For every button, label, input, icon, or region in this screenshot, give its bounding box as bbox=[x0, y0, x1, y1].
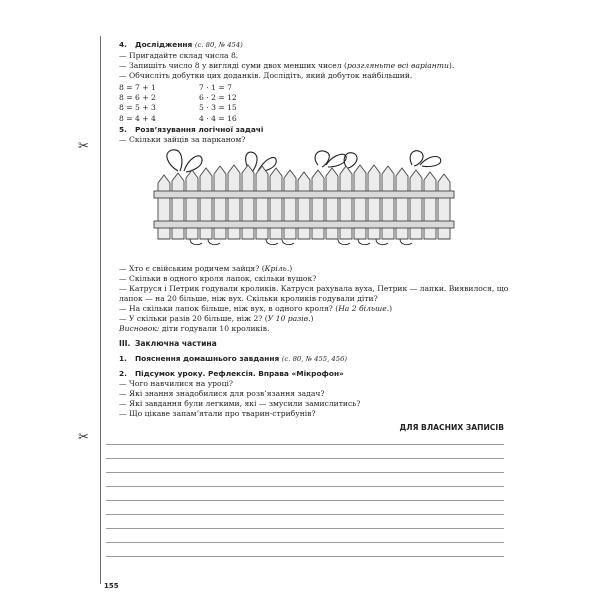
product-row: 7 · 1 = 7 bbox=[199, 83, 232, 92]
product-row: 4 · 4 = 16 bbox=[199, 113, 237, 123]
writing-line bbox=[106, 486, 504, 487]
sum-row: 8 = 4 + 4 bbox=[119, 113, 156, 123]
products-column bbox=[199, 83, 237, 124]
summary-question-3: — Які завдання були легкими, які — змусили замислитись? bbox=[119, 399, 361, 408]
summary-heading: 2. Підсумок уроку. Рефлексія. Вправа «Мікрофон» bbox=[119, 369, 344, 378]
sum-row: 8 = 6 + 2 bbox=[119, 93, 156, 103]
sum-row: 8 = 7 + 1 bbox=[119, 83, 156, 92]
logic-question-1: — Скільки зайців за парканом? bbox=[119, 135, 246, 144]
cut-line bbox=[100, 36, 101, 584]
research-line-2: — Запишіть число 8 у вигляді суми двох менших чисел (розгляньте всі варіанти). bbox=[119, 61, 455, 70]
logic-question-6: — У скільки разів 20 більше, ніж 2? (У 10 разів.) bbox=[119, 314, 314, 323]
writing-line bbox=[106, 514, 504, 515]
fence-illustration bbox=[150, 145, 462, 255]
rabbit-ears bbox=[167, 150, 441, 172]
writing-line bbox=[106, 542, 504, 543]
research-line-3: — Обчисліть добутки цих доданків. Дослідіть, який добуток найбільший. bbox=[119, 71, 413, 80]
writing-line bbox=[106, 500, 504, 501]
logic-question-4: — Катруся і Петрик годували кроликів. Катруся рахувала вуха, Петрик — лапки. Виявилося, що bbox=[119, 284, 509, 293]
scissors-icon: ✂ bbox=[78, 430, 89, 445]
writing-line bbox=[106, 528, 504, 529]
logic-question-3: — Скільки в одного кроля лапок, скільки вушок? bbox=[119, 274, 317, 283]
logic-answer: Висновок: діти годували 10 кроликів. bbox=[119, 324, 270, 333]
rabbit-feet bbox=[190, 239, 412, 245]
summary-question-4: — Що цікаве запам’ятали про тварин-стрибунів? bbox=[119, 409, 316, 418]
part-iii-heading: III. Заключна частина bbox=[119, 339, 217, 348]
logic-question-5: — На скільки лапок більше, ніж вух, в одного кроля? (На 2 більше.) bbox=[119, 304, 393, 313]
logic-question-4-cont: лапок — на 20 більше, ніж вух. Скільки кроликів годували діти? bbox=[119, 294, 378, 303]
writing-line bbox=[106, 556, 504, 557]
summary-question-1: — Чого навчилися на уроці? bbox=[119, 379, 233, 388]
sums-column bbox=[119, 83, 156, 124]
page-number: 155 bbox=[104, 582, 119, 590]
homework-heading: 1. Пояснення домашнього завдання (с. 80, № 455, 456) bbox=[119, 354, 348, 363]
product-row: 5 · 3 = 15 bbox=[199, 103, 237, 113]
research-line-1: — Пригадайте склад числа 8. bbox=[119, 51, 239, 60]
writing-line bbox=[106, 458, 504, 459]
scissors-icon: ✂ bbox=[78, 139, 89, 154]
section-4-heading: 4. Дослідження (с. 80, № 454) bbox=[119, 40, 243, 49]
section-5-heading: 5. Розв’язування логічної задачі bbox=[119, 125, 264, 134]
writing-line bbox=[106, 472, 504, 473]
writing-line bbox=[106, 444, 504, 445]
notes-title: ДЛЯ ВЛАСНИХ ЗАПИСІВ bbox=[399, 423, 504, 432]
product-row: 6 · 2 = 12 bbox=[199, 93, 237, 103]
sum-row: 8 = 5 + 3 bbox=[119, 103, 156, 113]
summary-question-2: — Які знання знадобилися для розв’язання задач? bbox=[119, 389, 325, 398]
logic-question-2: — Хто є свійським родичем зайця? (Кріль.) bbox=[119, 264, 293, 273]
